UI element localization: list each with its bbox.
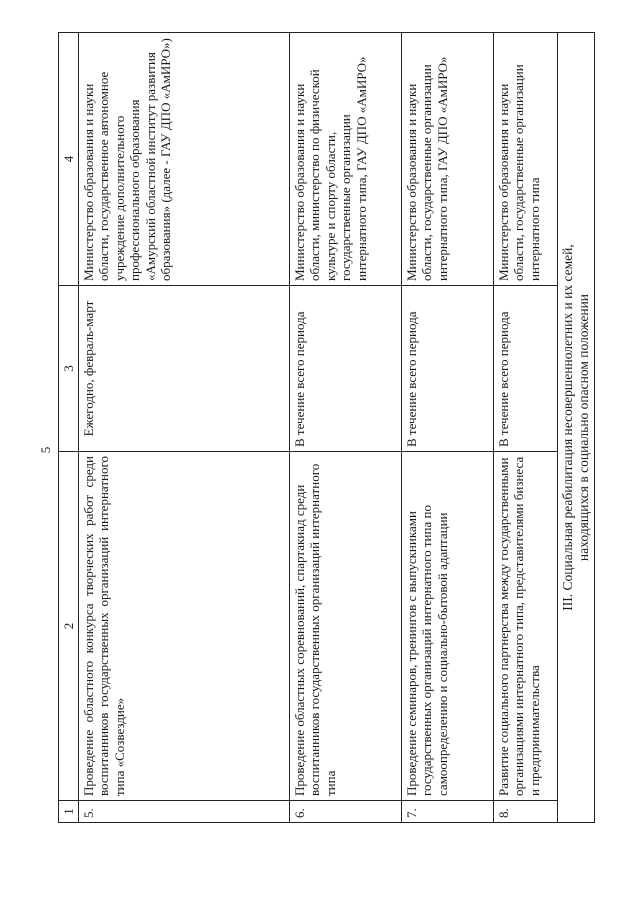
section-heading-row <box>558 33 595 823</box>
responsible-cell: Министерство образования и науки области, государственное автономное учреждение дополнительного профессионального образования «Амурский областной институт развития образования» (далее - ГАУ ДПО «АмИРО») <box>79 33 290 286</box>
table-header-row <box>59 33 79 823</box>
column-header: 4 <box>59 33 79 286</box>
column-header: 2 <box>59 452 79 801</box>
event-cell: Проведение областного конкурса творческих работ среди воспитанников государственных организаций интернатного типа «Созвездие» <box>79 452 290 801</box>
period-cell: В течение всего периода <box>494 286 558 452</box>
responsible-cell: Министерство образования и науки области, государственные организации интернатного типа <box>494 33 558 286</box>
section-heading-line: III. Социальная реабилитация несовершеннолетних и их семей, <box>560 244 575 611</box>
row-number: 5. <box>79 801 290 823</box>
responsible-cell: Министерство образования и науки области, министерство по физической культуре и спорту области, государственные организации интернатного типа, ГАУ ДПО «АмИРО» <box>290 33 402 286</box>
activities-table <box>58 32 595 823</box>
column-header: 3 <box>59 286 79 452</box>
event-cell: Развитие социального партнерства между государственными организациями интернатного типа, представителями бизнеса и предпринимательства <box>494 452 558 801</box>
row-number: 6. <box>290 801 402 823</box>
page-number: 5 <box>38 446 53 454</box>
row-number: 7. <box>402 801 494 823</box>
row-number: 8. <box>494 801 558 823</box>
period-cell: Ежегодно, февраль-март <box>79 286 290 452</box>
period-cell: В течение всего периода <box>290 286 402 452</box>
table-row <box>290 33 402 823</box>
event-cell: Проведение областных соревнований, спартакиад среди воспитанников государственных организаций интернатного типа <box>290 452 402 801</box>
column-header: 1 <box>59 801 79 823</box>
event-cell: Проведение семинаров, тренингов с выпускниками государственных организаций интернатного типа по самоопределению и социально-бытовой адаптации <box>402 452 494 801</box>
responsible-cell: Министерство образования и науки области, государственные организации интернатного типа, ГАУ ДПО «АмИРО» <box>402 33 494 286</box>
table-row <box>79 33 290 823</box>
section-heading-line: находящихся в социально опасном положении <box>576 293 591 562</box>
table-row <box>402 33 494 823</box>
section-heading <box>558 33 595 823</box>
table-row <box>494 33 558 823</box>
period-cell: В течение всего периода <box>402 286 494 452</box>
